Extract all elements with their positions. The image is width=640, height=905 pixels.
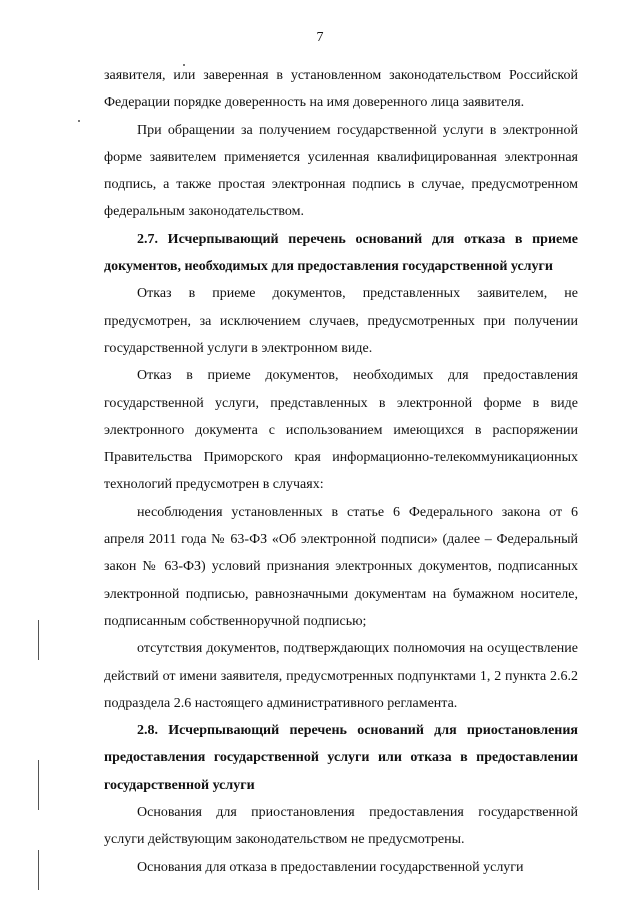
scan-margin-line [38, 620, 39, 660]
section-heading-2-7: 2.7. Исчерпывающий перечень оснований для отказа в приеме документов, необходимых для предоставления государственной услуги [104, 231, 578, 275]
paragraph-refusal-electronic-cases: Отказ в приеме документов, необходимых для предоставления государственной услуги, представленных в электронной форме в виде электронного документа с использованием имеющихся в распоряжении Правительства Приморского края информационно-телекоммуникационных технологий предусмотрен в случаях: [104, 368, 578, 493]
scan-margin-line [38, 760, 39, 810]
paragraph-refusal-grounds: Основания для отказа в предоставлении государственной услуги [137, 859, 524, 875]
page-number: 7 [316, 30, 324, 45]
document-body [104, 62, 578, 881]
paragraph-electronic-signature: При обращении за получением государственной услуги в электронной форме заявителем применяется усиленная квалифицированная электронная подпись, а также простая электронная подпись в случае, предусмотренном федеральным законодательством. [104, 122, 578, 220]
scan-speck [183, 64, 185, 66]
scan-margin-line [38, 850, 39, 890]
paragraph-applicant-power-of-attorney: заявителя, или заверенная в установленном законодательством Российской Федерации порядке доверенность на имя доверенного лица заявителя. [104, 68, 578, 111]
paragraph-refusal-not-provided: Отказ в приеме документов, представленных заявителем, не предусмотрен, за исключением случаев, предусмотренных при получении государственной услуги в электронном виде. [104, 286, 578, 356]
section-heading-2-8: 2.8. Исчерпывающий перечень оснований для приостановления предоставления государственной услуги или отказа в предоставлении государственной услуги [104, 723, 578, 793]
paragraph-case-missing-authority: отсутствия документов, подтверждающих полномочия на осуществление действий от имени заявителя, предусмотренных подпунктами 1, 2 пункта 2.6.2 подраздела 2.6 настоящего административного регламента. [104, 641, 578, 711]
paragraph-case-signature-noncompliance: несоблюдения установленных в статье 6 Федерального закона от 6 апреля 2011 года № 63-ФЗ «Об электронной подписи» (далее – Федеральный закон № 63-ФЗ) условий признания электронных документов, подписанных электронной подписью, равнозначными документам на бумажном носителе, подписанным собственноручной подписью; [104, 504, 578, 629]
scan-speck [78, 120, 80, 122]
paragraph-suspension-not-provided: Основания для приостановления предоставления государственной услуги действующим законодательством не предусмотрены. [104, 805, 578, 848]
